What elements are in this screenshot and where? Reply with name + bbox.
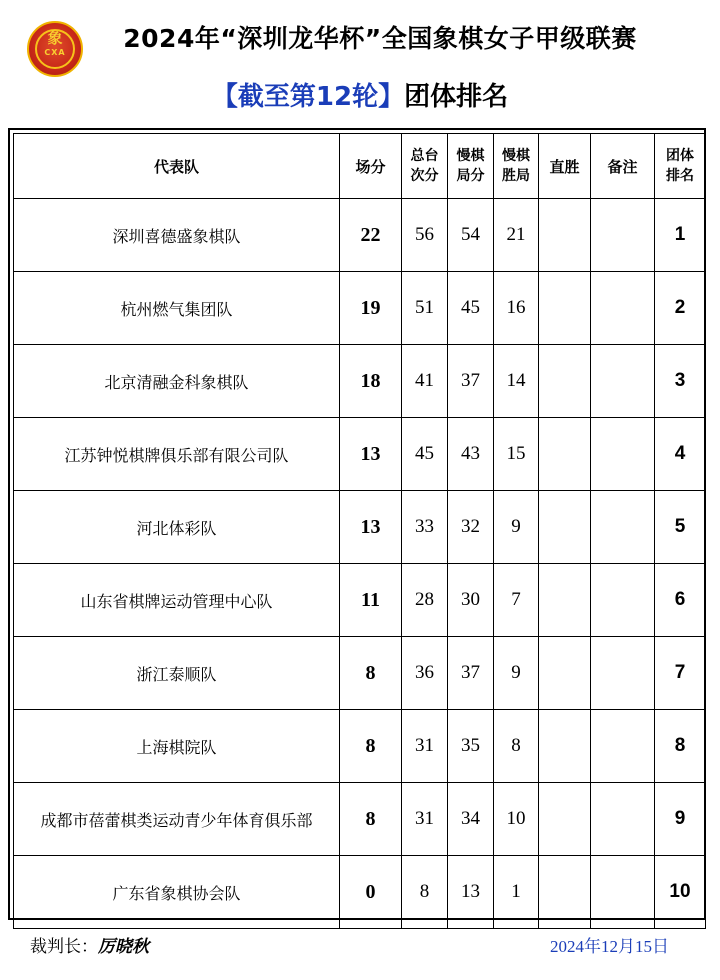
table-row	[14, 199, 706, 272]
slow-game-wins: 15	[494, 418, 539, 491]
notes	[591, 637, 655, 710]
header-row	[14, 134, 706, 199]
subtitle-round: 【截至第12轮】	[211, 82, 405, 112]
table-row	[14, 637, 706, 710]
direct-wins	[539, 856, 591, 929]
team-name: 杭州燃气集团队	[14, 272, 340, 345]
direct-wins	[539, 783, 591, 856]
slow-game-wins: 9	[494, 637, 539, 710]
notes	[591, 564, 655, 637]
col-header-slow-wins: 慢棋 胜局	[494, 134, 539, 199]
total-score: 28	[402, 564, 448, 637]
slow-game-wins: 21	[494, 199, 539, 272]
notes	[591, 491, 655, 564]
slow-game-points: 30	[448, 564, 494, 637]
col-header-notes: 备注	[591, 134, 655, 199]
team-name: 山东省棋牌运动管理中心队	[14, 564, 340, 637]
notes	[591, 272, 655, 345]
total-score: 36	[402, 637, 448, 710]
team-points: 8	[340, 783, 402, 856]
total-score: 45	[402, 418, 448, 491]
table-row	[14, 418, 706, 491]
direct-wins	[539, 199, 591, 272]
slow-game-wins: 14	[494, 345, 539, 418]
slow-game-points: 35	[448, 710, 494, 783]
table-row	[14, 491, 706, 564]
cxa-logo	[27, 21, 83, 77]
total-score: 31	[402, 710, 448, 783]
notes	[591, 783, 655, 856]
team-points: 13	[340, 418, 402, 491]
direct-wins	[539, 418, 591, 491]
direct-wins	[539, 272, 591, 345]
page-subtitle	[0, 76, 720, 113]
team-name: 成都市蓓蕾棋类运动青少年体育俱乐部	[14, 783, 340, 856]
notes	[591, 345, 655, 418]
slow-game-wins: 7	[494, 564, 539, 637]
team-rank: 2	[655, 272, 706, 345]
slow-game-wins: 10	[494, 783, 539, 856]
slow-game-points: 32	[448, 491, 494, 564]
slow-game-wins: 16	[494, 272, 539, 345]
slow-game-points: 34	[448, 783, 494, 856]
direct-wins	[539, 345, 591, 418]
team-name: 河北体彩队	[14, 491, 340, 564]
logo-abbr: CXA	[44, 48, 66, 57]
team-rank: 7	[655, 637, 706, 710]
team-points: 19	[340, 272, 402, 345]
standings-table	[13, 133, 706, 929]
team-points: 8	[340, 710, 402, 783]
direct-wins	[539, 564, 591, 637]
slow-game-points: 13	[448, 856, 494, 929]
col-header-team: 代表队	[14, 134, 340, 199]
col-header-slow-points: 慢棋 局分	[448, 134, 494, 199]
page-title: 2024年“深圳龙华杯”全国象棋女子甲级联赛	[123, 24, 637, 53]
team-name: 浙江泰顺队	[14, 637, 340, 710]
report-date: 2024年12月15日	[550, 937, 669, 956]
slow-game-wins: 9	[494, 491, 539, 564]
col-header-direct: 直胜	[539, 134, 591, 199]
direct-wins	[539, 491, 591, 564]
total-score: 8	[402, 856, 448, 929]
team-rank: 9	[655, 783, 706, 856]
direct-wins	[539, 710, 591, 783]
notes	[591, 856, 655, 929]
notes	[591, 199, 655, 272]
table-row	[14, 564, 706, 637]
table-row	[14, 783, 706, 856]
team-points: 8	[340, 637, 402, 710]
table-row	[14, 856, 706, 929]
slow-game-points: 45	[448, 272, 494, 345]
team-rank: 1	[655, 199, 706, 272]
slow-game-points: 37	[448, 637, 494, 710]
referee-line	[30, 932, 149, 957]
table-row	[14, 710, 706, 783]
referee-label: 裁判长：	[30, 937, 98, 957]
slow-game-wins: 8	[494, 710, 539, 783]
table-row	[14, 272, 706, 345]
direct-wins	[539, 637, 591, 710]
col-header-rank: 团体 排名	[655, 134, 706, 199]
notes	[591, 418, 655, 491]
team-name: 广东省象棋协会队	[14, 856, 340, 929]
total-score: 51	[402, 272, 448, 345]
team-rank: 10	[655, 856, 706, 929]
slow-game-points: 37	[448, 345, 494, 418]
team-points: 0	[340, 856, 402, 929]
total-score: 41	[402, 345, 448, 418]
team-rank: 8	[655, 710, 706, 783]
team-rank: 6	[655, 564, 706, 637]
col-header-total: 总台 次分	[402, 134, 448, 199]
team-rank: 3	[655, 345, 706, 418]
team-points: 18	[340, 345, 402, 418]
referee-name: 厉晓秋	[98, 937, 149, 957]
team-points: 13	[340, 491, 402, 564]
table-row	[14, 345, 706, 418]
slow-game-points: 54	[448, 199, 494, 272]
team-points: 11	[340, 564, 402, 637]
subtitle-text: 团体排名	[404, 82, 509, 112]
team-name: 上海棋院队	[14, 710, 340, 783]
slow-game-wins: 1	[494, 856, 539, 929]
team-name: 深圳喜德盛象棋队	[14, 199, 340, 272]
total-score: 56	[402, 199, 448, 272]
team-rank: 5	[655, 491, 706, 564]
standings-table-frame	[8, 128, 706, 920]
slow-game-points: 43	[448, 418, 494, 491]
notes	[591, 710, 655, 783]
team-name: 江苏钟悦棋牌俱乐部有限公司队	[14, 418, 340, 491]
team-rank: 4	[655, 418, 706, 491]
col-header-points: 场分	[340, 134, 402, 199]
total-score: 33	[402, 491, 448, 564]
team-name: 北京清融金科象棋队	[14, 345, 340, 418]
logo-glyph: 象	[47, 29, 63, 47]
total-score: 31	[402, 783, 448, 856]
team-points: 22	[340, 199, 402, 272]
